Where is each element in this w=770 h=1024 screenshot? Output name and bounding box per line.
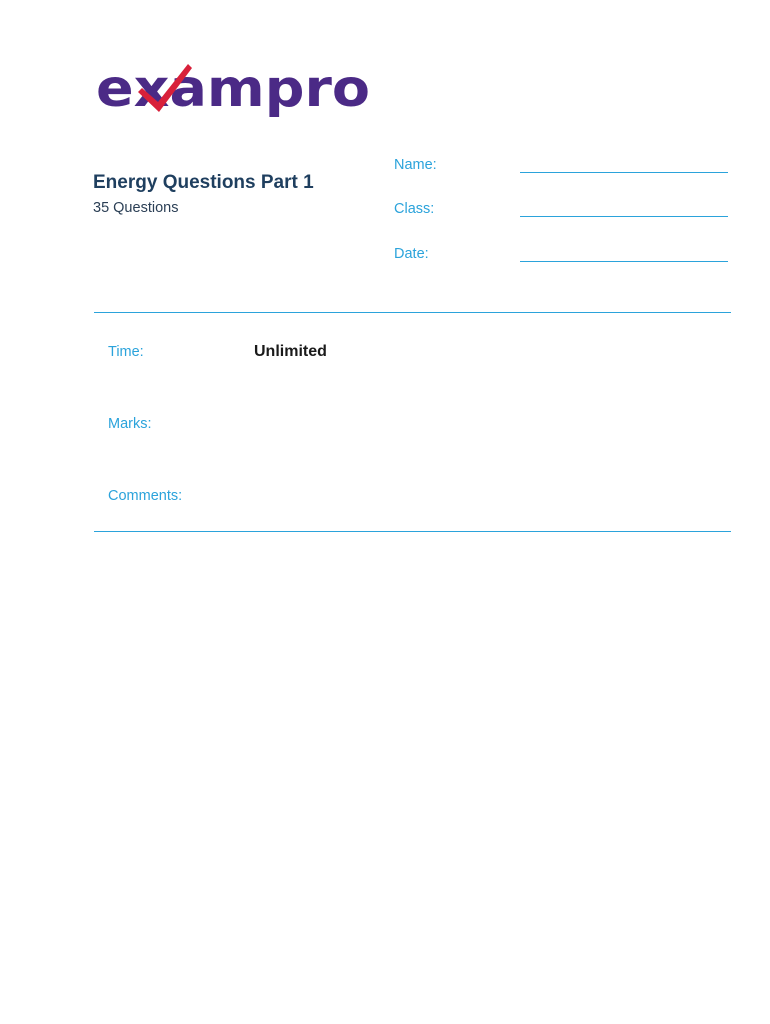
comments-label: Comments: [108,488,183,504]
class-input-line[interactable] [520,216,728,217]
date-input-line[interactable] [520,261,728,262]
question-count: 35 Questions [93,200,179,216]
class-label: Class: [394,201,435,217]
marks-label: Marks: [108,416,152,432]
exampro-logo-graphic [96,58,376,122]
time-value: Unlimited [254,343,327,360]
date-label: Date: [394,246,429,262]
name-input-line[interactable] [520,172,728,173]
document-title: Energy Questions Part 1 [93,172,314,193]
name-label: Name: [394,157,437,173]
exampro-logo [96,58,376,122]
bottom-divider [94,531,731,532]
svg-text:exampro: exampro [96,59,370,119]
top-divider [94,312,731,313]
time-label: Time: [108,344,144,360]
